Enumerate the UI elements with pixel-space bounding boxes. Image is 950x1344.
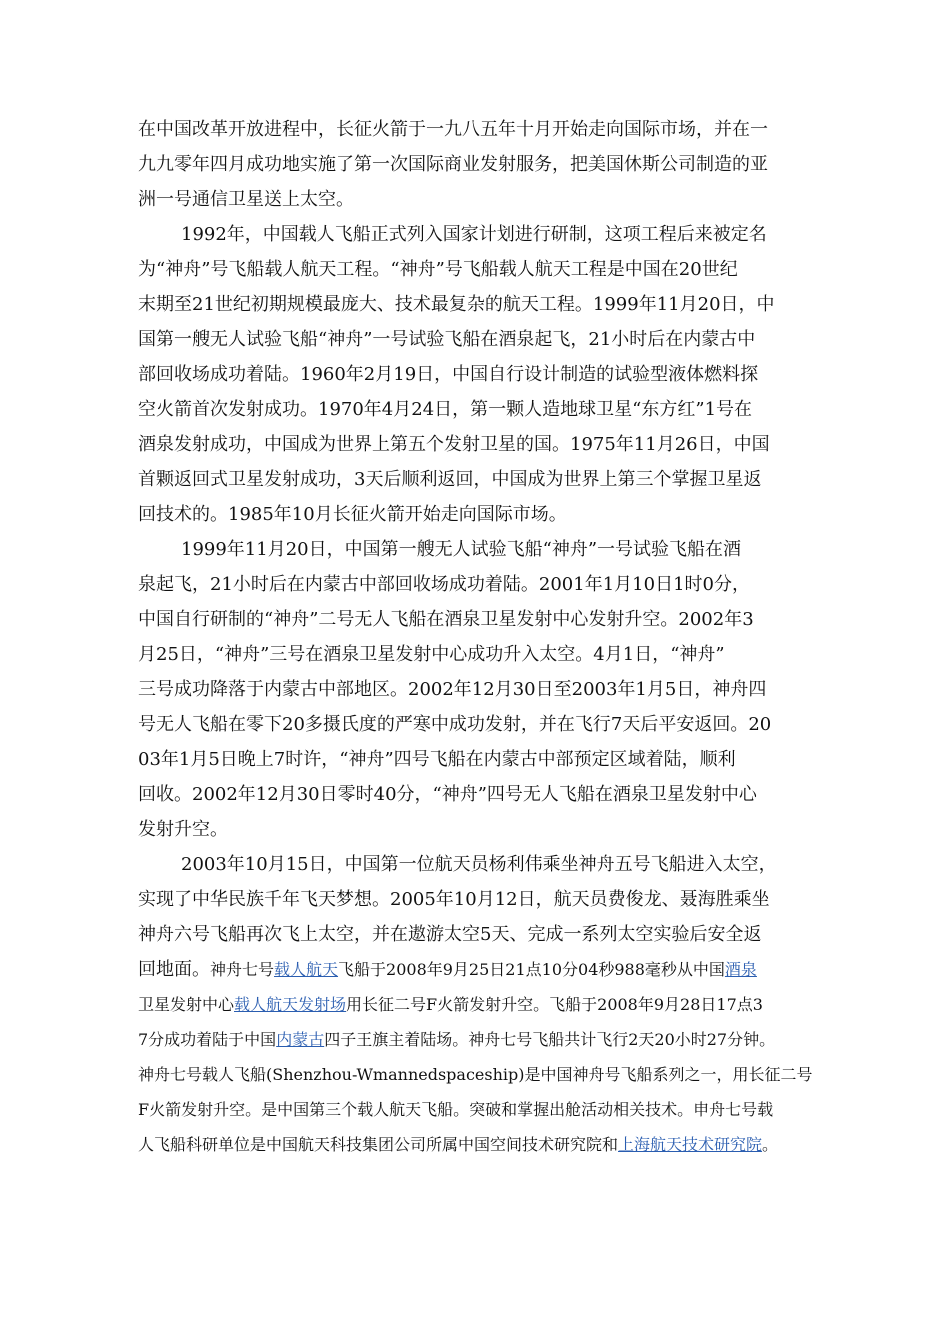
text-line: 三号成功降落于内蒙古中部地区。2002年12月30日至2003年1月5日，神舟四	[138, 679, 767, 700]
text-line: 03年1月5日晚上7时许，“神舟”四号飞船在内蒙古中部预定区域着陆，顺利	[138, 749, 736, 770]
paragraph-4	[138, 847, 828, 1162]
link-launch-site[interactable]: 载人航天发射场	[234, 995, 347, 1014]
link-crewed-spaceflight[interactable]: 载人航天	[274, 960, 339, 979]
text-line: 末期至21世纪初期规模最庞大、技术最复杂的航天工程。1999年11月20日，中	[138, 294, 775, 315]
text-line: 中国自行研制的“神舟”二号无人飞船在酒泉卫星发射中心发射升空。2002年3	[138, 609, 754, 630]
text-segment: 用长征二号F火箭发射升空。飞船于2008年9月28日17点3	[346, 995, 763, 1014]
text-line: 1999年11月20日，中国第一艘无人试验飞船“神舟”一号试验飞船在酒	[181, 539, 742, 560]
text-segment: 回地面。	[138, 959, 210, 980]
text-segment: 人飞船科研单位是中国航天科技集团公司所属中国空间技术研究院和	[138, 1135, 619, 1154]
text-line: 神舟六号飞船再次飞上太空，并在遨游太空5天、完成一系列太空实验后安全返	[138, 924, 762, 945]
text-line: 实现了中华民族千年飞天梦想。2005年10月12日，航天员费俊龙、聂海胜乘坐	[138, 889, 770, 910]
text-line: 酒泉发射成功，中国成为世界上第五个发射卫星的国。1975年11月26日，中国	[138, 434, 770, 455]
text-segment: 飞船于2008年9月25日21点10分04秒988毫秒从中国	[338, 960, 725, 979]
text-segment: 四子王旗主着陆场。神舟七号飞船共计飞行2天20小时27分钟。	[324, 1030, 776, 1049]
text-line: 九九零年四月成功地实施了第一次国际商业发射服务，把美国休斯公司制造的亚	[138, 154, 768, 175]
text-line: 回收。2002年12月30日零时40分，“神舟”四号无人飞船在酒泉卫星发射中心	[138, 784, 757, 805]
link-jiuquan[interactable]: 酒泉	[724, 960, 757, 979]
document-page	[138, 112, 828, 1162]
text-line: 部回收场成功着陆。1960年2月19日，中国自行设计制造的试验型液体燃料探	[138, 364, 759, 385]
paragraph-1	[138, 112, 828, 217]
paragraph-3	[138, 532, 828, 847]
text-line: 发射升空。	[138, 819, 228, 840]
text-line	[138, 1022, 828, 1057]
paragraph-2	[138, 217, 828, 532]
text-segment: 。	[762, 1135, 779, 1154]
text-line: 1992年，中国载人飞船正式列入国家计划进行研制，这项工程后来被定名	[181, 224, 767, 245]
text-line: 为“神舟”号飞船载人航天工程。“神舟”号飞船载人航天工程是中国在20世纪	[138, 259, 738, 280]
text-line: 回技术的。1985年10月长征火箭开始走向国际市场。	[138, 504, 567, 525]
text-segment: 卫星发射中心	[138, 995, 235, 1014]
text-line: 洲一号通信卫星送上太空。	[138, 189, 354, 210]
text-line: 泉起飞，21小时后在内蒙古中部回收场成功着陆。2001年1月10日1时0分，	[138, 574, 750, 595]
text-line	[138, 1127, 828, 1162]
text-line: 神舟七号载人飞船(Shenzhou-Wmannedspaceship)是中国神舟号飞船系列之一，用长征二号	[138, 1065, 813, 1084]
text-line: F火箭发射升空。是中国第三个载人航天飞船。突破和掌握出舱活动相关技术。申舟七号载	[138, 1100, 774, 1119]
link-shanghai-academy[interactable]: 上海航天技术研究院	[618, 1135, 763, 1154]
text-line: 首颗返回式卫星发射成功，3天后顺利返回，中国成为世界上第三个掌握卫星返	[138, 469, 762, 490]
text-segment: 神舟七号	[210, 960, 275, 979]
text-line: 国第一艘无人试验飞船“神舟”一号试验飞船在酒泉起飞，21小时后在内蒙古中	[138, 329, 756, 350]
text-line	[138, 952, 828, 987]
link-inner-mongolia[interactable]: 内蒙古	[276, 1030, 325, 1049]
text-line: 在中国改革开放进程中，长征火箭于一九八五年十月开始走向国际市场，并在一	[138, 119, 768, 140]
text-segment: 7分成功着陆于中国	[138, 1030, 277, 1049]
text-line: 空火箭首次发射成功。1970年4月24日，第一颗人造地球卫星“东方红”1号在	[138, 399, 753, 420]
text-line: 号无人飞船在零下20多摄氏度的严寒中成功发射，并在飞行7天后平安返回。20	[138, 714, 772, 735]
text-line: 2003年10月15日，中国第一位航天员杨利伟乘坐神舟五号飞船进入太空，	[181, 854, 777, 875]
text-line	[138, 987, 828, 1022]
text-line: 月25日，“神舟”三号在酒泉卫星发射中心成功升入太空。4月1日，“神舟”	[138, 644, 725, 665]
